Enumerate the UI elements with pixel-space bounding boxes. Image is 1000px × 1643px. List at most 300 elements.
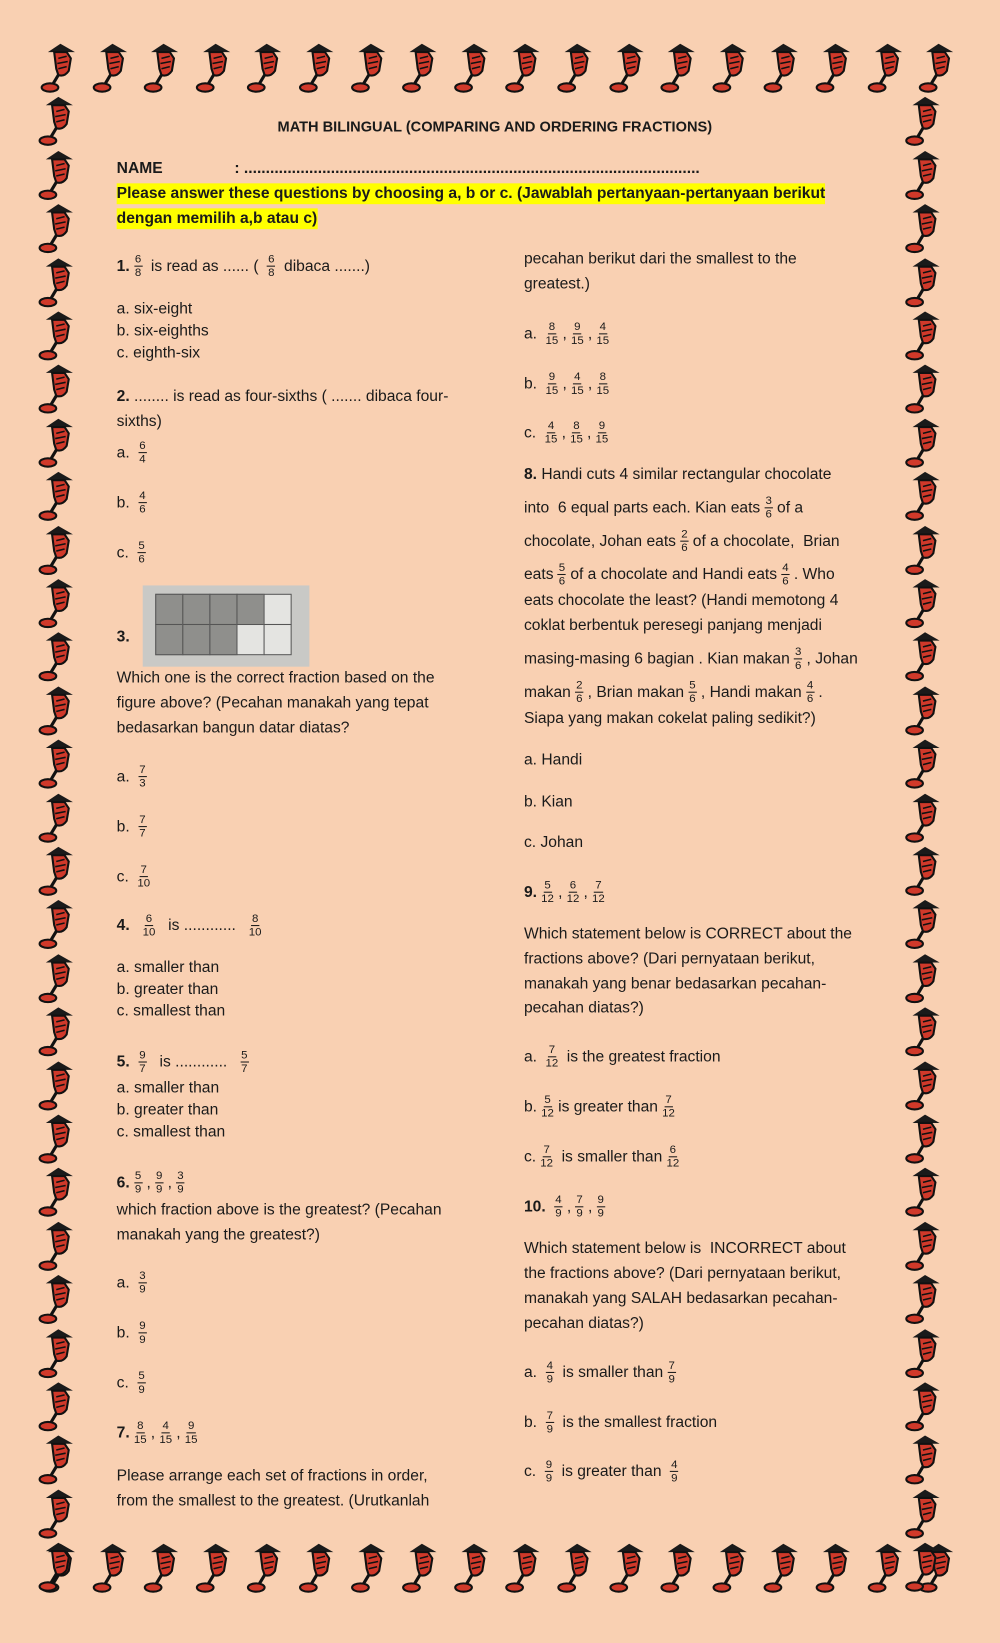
left-line bbox=[117, 386, 449, 407]
fraction-denominator: 9 bbox=[668, 1372, 675, 1386]
text: , bbox=[562, 374, 567, 393]
fraction bbox=[176, 1170, 184, 1196]
cocktail-glass-icon bbox=[904, 1271, 948, 1325]
right-line bbox=[524, 591, 838, 612]
fraction-denominator: 6 bbox=[139, 503, 146, 516]
cocktail-glass-icon bbox=[143, 1540, 187, 1594]
fraction bbox=[546, 1044, 559, 1070]
text: is read as ...... ( bbox=[146, 256, 263, 275]
worksheet-title: MATH BILINGUAL (COMPARING AND ORDERING FRACTIONS) bbox=[277, 117, 713, 135]
fraction-numerator: 5 bbox=[544, 1093, 551, 1107]
text: . bbox=[818, 682, 823, 701]
right-line bbox=[524, 465, 831, 486]
text: is the greatest fraction bbox=[562, 1047, 721, 1066]
text: is greater than bbox=[558, 1097, 658, 1116]
fraction-denominator: 9 bbox=[671, 1471, 678, 1485]
left-line bbox=[117, 1270, 151, 1296]
fraction-denominator: 9 bbox=[139, 1283, 146, 1296]
text: , bbox=[587, 374, 593, 393]
cocktail-glass-icon bbox=[904, 1325, 948, 1379]
left-line bbox=[117, 1170, 189, 1196]
right-line bbox=[524, 528, 840, 554]
text: a. bbox=[116, 443, 135, 461]
fraction-denominator: 15 bbox=[545, 384, 559, 397]
cocktail-glass-icon bbox=[904, 147, 948, 201]
fraction-denominator: 15 bbox=[544, 433, 558, 446]
text: c. eighth-six bbox=[116, 343, 201, 362]
text: a. bbox=[523, 1047, 542, 1066]
fraction bbox=[134, 253, 142, 279]
cocktail-glass-icon bbox=[38, 1432, 82, 1486]
right-line bbox=[524, 949, 815, 970]
fraction-denominator: 10 bbox=[248, 926, 262, 939]
fraction-numerator: 9 bbox=[139, 1319, 146, 1333]
left-line bbox=[117, 540, 150, 566]
text: a. smaller than bbox=[116, 958, 220, 977]
cocktail-glass-icon bbox=[246, 40, 290, 94]
left-line bbox=[117, 913, 266, 939]
right-line bbox=[524, 792, 573, 813]
cocktail-glass-icon bbox=[660, 1540, 704, 1594]
cocktail-glass-icon bbox=[904, 1378, 948, 1432]
left-line bbox=[117, 764, 151, 790]
text: c. Johan bbox=[523, 833, 584, 852]
shaded-cell bbox=[155, 594, 183, 625]
fraction-denominator: 7 bbox=[139, 1062, 146, 1076]
unshaded-cell bbox=[236, 624, 264, 655]
text: Please arrange each set of fractions in order, bbox=[116, 1466, 428, 1485]
cocktail-glass-icon bbox=[453, 40, 497, 94]
text: b. greater than bbox=[116, 1101, 219, 1119]
text bbox=[546, 1196, 550, 1217]
fraction-numerator: 7 bbox=[665, 1093, 672, 1107]
question-number: 9. bbox=[523, 882, 538, 901]
text: a. bbox=[523, 324, 542, 343]
right-line bbox=[524, 1264, 841, 1285]
cocktail-glass-icon bbox=[904, 361, 948, 415]
right-line bbox=[524, 321, 613, 347]
fraction-numerator: 7 bbox=[140, 863, 147, 877]
fraction-denominator: 6 bbox=[765, 508, 772, 521]
text: c. bbox=[116, 1373, 134, 1392]
text: c. bbox=[523, 1462, 541, 1480]
text: greatest.) bbox=[523, 275, 590, 293]
cocktail-glass-icon bbox=[904, 254, 948, 308]
fraction bbox=[545, 420, 558, 446]
cocktail-glass-icon bbox=[904, 575, 948, 629]
left-line bbox=[117, 864, 155, 890]
fraction-denominator: 15 bbox=[596, 334, 610, 347]
fraction bbox=[575, 1194, 583, 1220]
cocktail-glass-icon bbox=[38, 682, 82, 736]
left-line bbox=[117, 1420, 202, 1446]
left-line bbox=[117, 1320, 151, 1346]
fraction bbox=[567, 879, 580, 905]
fraction-numerator: 5 bbox=[689, 679, 696, 692]
fraction-denominator: 3 bbox=[139, 777, 146, 790]
cocktail-glass-icon bbox=[904, 307, 948, 361]
fraction bbox=[794, 646, 802, 672]
cocktail-glass-icon bbox=[38, 147, 82, 201]
text: c. bbox=[116, 867, 134, 885]
cocktail-glass-icon bbox=[608, 40, 652, 94]
right-line bbox=[524, 974, 826, 995]
fraction bbox=[546, 1359, 554, 1385]
cocktail-glass-icon bbox=[904, 629, 948, 683]
text: , Brian makan bbox=[587, 682, 685, 701]
cocktail-glass-icon bbox=[38, 629, 82, 683]
fraction-numerator: 6 bbox=[139, 439, 146, 453]
text: the fractions above? (Dari pernyataan berikut, bbox=[523, 1264, 842, 1283]
left-line bbox=[117, 1225, 320, 1246]
q3-fraction-figure bbox=[143, 585, 310, 666]
text: c. bbox=[523, 1147, 537, 1166]
text: bedasarkan bangun datar diatas? bbox=[116, 718, 350, 737]
left-line bbox=[117, 321, 209, 342]
fraction-numerator: 9 bbox=[187, 1419, 195, 1433]
fraction-denominator: 6 bbox=[689, 692, 696, 706]
left-line bbox=[117, 718, 350, 739]
fraction-numerator: 6 bbox=[268, 253, 275, 266]
fraction-numerator: 4 bbox=[162, 1419, 169, 1433]
fraction-denominator: 10 bbox=[137, 877, 151, 890]
cocktail-glass-icon bbox=[350, 1540, 394, 1594]
text: a. Handi bbox=[523, 751, 583, 769]
cocktail-glass-icon bbox=[904, 1539, 948, 1593]
instructions-line-1: Please answer these questions by choosing a, b or c. (Jawablah pertanyaan-pertanyaan berikut bbox=[117, 183, 826, 204]
cocktail-glass-icon bbox=[904, 1057, 948, 1111]
fraction-numerator: 4 bbox=[555, 1193, 562, 1207]
fraction-numerator: 9 bbox=[548, 370, 556, 384]
cocktail-glass-icon bbox=[904, 789, 948, 843]
right-line bbox=[524, 249, 797, 270]
cocktail-glass-icon bbox=[608, 1540, 652, 1594]
fraction bbox=[670, 1458, 678, 1484]
cocktail-glass-icon bbox=[763, 40, 807, 94]
text: , bbox=[587, 324, 593, 343]
fraction bbox=[143, 913, 156, 939]
cocktail-glass-icon bbox=[904, 1003, 948, 1057]
name-field[interactable]: : ......................................................................................................... bbox=[234, 159, 700, 178]
text: , bbox=[587, 1197, 593, 1216]
text: pecahan berikut dari the smallest to the bbox=[523, 250, 797, 268]
fraction bbox=[267, 253, 275, 279]
left-line bbox=[117, 299, 193, 320]
fraction bbox=[138, 440, 146, 466]
right-line bbox=[524, 1094, 679, 1120]
fraction-denominator: 4 bbox=[139, 453, 146, 466]
fraction-denominator: 15 bbox=[596, 384, 610, 397]
cocktail-glass-icon bbox=[38, 1218, 82, 1272]
right-line bbox=[524, 274, 590, 295]
text: , bbox=[583, 882, 588, 901]
left-line bbox=[117, 1370, 150, 1396]
fraction bbox=[597, 1194, 605, 1220]
left-line bbox=[117, 814, 151, 840]
right-line bbox=[524, 924, 852, 945]
cocktail-glass-icon bbox=[38, 896, 82, 950]
fraction bbox=[596, 371, 609, 397]
fraction-denominator: 6 bbox=[558, 575, 566, 588]
cocktail-glass-icon bbox=[866, 40, 910, 94]
fraction-numerator: 9 bbox=[598, 419, 606, 433]
cocktail-glass-icon bbox=[904, 950, 948, 1004]
question-number: 6. bbox=[116, 1173, 130, 1192]
fraction bbox=[545, 1458, 553, 1484]
fraction-denominator: 6 bbox=[782, 575, 789, 588]
question-number: 4. bbox=[116, 916, 130, 934]
fraction-denominator: 12 bbox=[545, 1057, 559, 1070]
text: , Handi makan bbox=[700, 682, 802, 701]
fraction bbox=[138, 1320, 146, 1346]
cocktail-glass-icon bbox=[815, 1540, 859, 1594]
fraction-denominator: 6 bbox=[794, 659, 802, 672]
fraction-numerator: 4 bbox=[574, 370, 581, 384]
text: pecahan diatas?) bbox=[523, 1314, 644, 1333]
text: a. bbox=[116, 767, 135, 785]
left-line bbox=[117, 1466, 428, 1487]
cocktail-glass-icon bbox=[904, 736, 948, 790]
fraction-numerator: 5 bbox=[241, 1048, 248, 1062]
left-line bbox=[117, 1200, 442, 1221]
left-line bbox=[117, 1122, 226, 1143]
fraction-numerator: 3 bbox=[794, 645, 802, 659]
right-line bbox=[524, 1044, 721, 1070]
cocktail-glass-icon bbox=[904, 468, 948, 522]
cocktail-glass-icon bbox=[38, 414, 82, 468]
cocktail-glass-icon bbox=[40, 40, 84, 94]
text: pecahan diatas?) bbox=[523, 998, 644, 1017]
text: b. bbox=[116, 493, 135, 511]
fraction-denominator: 9 bbox=[156, 1183, 163, 1196]
text: coklat berbentuk peresegi panjang menjadi bbox=[523, 616, 822, 635]
fraction bbox=[138, 1049, 146, 1075]
cocktail-glass-icon bbox=[38, 736, 82, 790]
cocktail-glass-icon bbox=[38, 1378, 82, 1432]
fraction bbox=[546, 321, 559, 347]
cocktail-glass-icon bbox=[904, 200, 948, 254]
left-line bbox=[117, 1100, 219, 1121]
fraction-denominator: 6 bbox=[138, 553, 145, 566]
cocktail-glass-icon bbox=[38, 950, 82, 1004]
cocktail-glass-icon bbox=[505, 40, 549, 94]
name-label: NAME bbox=[116, 159, 163, 178]
fraction bbox=[138, 490, 146, 516]
fraction-denominator: 12 bbox=[662, 1107, 675, 1120]
fraction-numerator: 3 bbox=[765, 494, 772, 508]
question-number: 7. bbox=[116, 1423, 130, 1442]
left-line bbox=[117, 1491, 430, 1512]
fraction bbox=[137, 540, 145, 566]
left-line bbox=[117, 627, 130, 648]
text: eats bbox=[523, 565, 554, 583]
fraction bbox=[666, 1144, 679, 1170]
fraction-denominator: 9 bbox=[177, 1183, 184, 1196]
cocktail-glass-icon bbox=[298, 40, 342, 94]
fraction-denominator: 9 bbox=[597, 1207, 604, 1220]
fraction-numerator: 7 bbox=[546, 1409, 553, 1422]
fraction-numerator: 4 bbox=[782, 561, 789, 574]
fraction-denominator: 9 bbox=[546, 1372, 553, 1386]
fraction bbox=[596, 420, 609, 446]
text: manakah yang the greatest?) bbox=[116, 1226, 320, 1244]
fraction-numerator: 9 bbox=[597, 1193, 604, 1207]
fraction bbox=[781, 561, 789, 587]
cocktail-glass-icon bbox=[38, 361, 82, 415]
left-line bbox=[117, 1001, 226, 1022]
text: b. bbox=[523, 374, 542, 393]
fraction-denominator: 12 bbox=[540, 1157, 554, 1170]
fraction bbox=[546, 1409, 554, 1435]
fraction bbox=[575, 679, 583, 705]
text: of a chocolate, Brian bbox=[692, 531, 840, 550]
instructions-line-2: dengan memilih a,b atau c) bbox=[117, 208, 318, 229]
cocktail-glass-icon bbox=[195, 40, 239, 94]
text: dibaca .......) bbox=[279, 256, 370, 275]
text: , bbox=[146, 1173, 151, 1192]
fraction-numerator: 8 bbox=[137, 1419, 144, 1433]
fraction-denominator: 9 bbox=[545, 1471, 553, 1485]
fraction-denominator: 12 bbox=[541, 1107, 554, 1120]
cocktail-glass-icon bbox=[38, 789, 82, 843]
fraction-numerator: 7 bbox=[595, 879, 602, 892]
cocktail-glass-icon bbox=[38, 254, 82, 308]
fraction-numerator: 2 bbox=[576, 679, 583, 692]
left-line bbox=[117, 693, 429, 714]
text: figure above? (Pecahan manakah yang tepat bbox=[116, 693, 429, 712]
right-line bbox=[524, 1409, 717, 1435]
unshaded-cell bbox=[264, 594, 292, 625]
cocktail-glass-icon bbox=[38, 468, 82, 522]
text: , bbox=[167, 1173, 172, 1192]
left-line bbox=[117, 668, 435, 689]
text: c. bbox=[523, 423, 541, 442]
cocktail-glass-icon bbox=[38, 1110, 82, 1164]
cocktail-glass-icon bbox=[904, 521, 948, 575]
fraction-numerator: 6 bbox=[569, 879, 577, 892]
text: b. six-eighths bbox=[116, 321, 209, 340]
cocktail-glass-icon bbox=[918, 40, 962, 94]
fraction-numerator: 4 bbox=[139, 489, 146, 503]
text: ........ is read as four-sixths ( ....... dibaca four- bbox=[129, 387, 449, 406]
fraction bbox=[688, 679, 696, 705]
fraction-numerator: 6 bbox=[669, 1143, 677, 1157]
text: a. bbox=[116, 1273, 135, 1292]
cocktail-glass-icon bbox=[350, 40, 394, 94]
fraction bbox=[764, 495, 772, 521]
question-number: 2. bbox=[116, 387, 130, 406]
left-line bbox=[117, 490, 151, 516]
left-line bbox=[117, 411, 162, 432]
fraction-denominator: 15 bbox=[570, 334, 584, 347]
right-line bbox=[524, 495, 803, 521]
cocktail-glass-icon bbox=[38, 1057, 82, 1111]
cocktail-glass-icon bbox=[904, 896, 948, 950]
fraction bbox=[662, 1094, 675, 1120]
text: a. bbox=[523, 1363, 542, 1381]
text bbox=[130, 915, 139, 936]
fraction bbox=[134, 1170, 142, 1196]
text: c. smallest than bbox=[116, 1002, 226, 1020]
fraction bbox=[540, 1144, 553, 1170]
right-line bbox=[524, 1314, 644, 1335]
right-line bbox=[524, 616, 822, 637]
cocktail-glass-icon bbox=[38, 575, 82, 629]
text: b. bbox=[116, 1323, 135, 1342]
fraction-numerator: 5 bbox=[138, 1369, 145, 1383]
text: , bbox=[558, 882, 563, 901]
right-line bbox=[524, 646, 858, 672]
fraction bbox=[138, 1270, 146, 1296]
fraction-numerator: 8 bbox=[251, 912, 259, 926]
fraction-denominator: 12 bbox=[666, 1157, 680, 1170]
text: c. bbox=[116, 543, 134, 561]
text: sixths) bbox=[116, 412, 162, 431]
text: a. six-eight bbox=[116, 300, 193, 318]
right-line bbox=[524, 708, 816, 729]
text: is smaller than bbox=[558, 1363, 664, 1381]
cocktail-glass-icon bbox=[904, 682, 948, 736]
fraction-numerator: 7 bbox=[139, 813, 146, 827]
fraction-denominator: 7 bbox=[241, 1062, 248, 1076]
fraction-numerator: 9 bbox=[139, 1048, 146, 1062]
question-number: 10. bbox=[523, 1197, 546, 1216]
fraction-denominator: 12 bbox=[566, 892, 580, 906]
fraction-numerator: 7 bbox=[668, 1359, 675, 1372]
text: , bbox=[176, 1423, 181, 1442]
fraction-numerator: 4 bbox=[546, 1359, 553, 1372]
fraction-numerator: 5 bbox=[138, 539, 145, 553]
cocktail-glass-icon bbox=[91, 1540, 135, 1594]
text: eats chocolate the least? (Handi memotong 4 bbox=[523, 591, 839, 610]
right-line bbox=[524, 1194, 609, 1220]
cocktail-glass-icon bbox=[711, 1540, 755, 1594]
cocktail-glass-icon bbox=[660, 40, 704, 94]
cocktail-glass-icon bbox=[38, 200, 82, 254]
text: , bbox=[561, 423, 566, 442]
fraction-denominator: 15 bbox=[570, 384, 584, 397]
fraction bbox=[249, 913, 262, 939]
fraction-numerator: 7 bbox=[576, 1193, 583, 1207]
fraction-denominator: 12 bbox=[592, 892, 605, 906]
fraction-denominator: 8 bbox=[268, 266, 275, 280]
fraction bbox=[571, 321, 584, 347]
fraction-numerator: 9 bbox=[156, 1169, 163, 1183]
text: is ............ bbox=[150, 1052, 236, 1071]
left-line bbox=[117, 979, 219, 1000]
fraction-denominator: 6 bbox=[806, 692, 814, 706]
right-line bbox=[524, 1458, 683, 1484]
fraction bbox=[137, 864, 150, 890]
text: from the smallest to the greatest. (Urutkanlah bbox=[116, 1491, 430, 1510]
fraction-denominator: 15 bbox=[159, 1433, 173, 1446]
fraction-denominator: 7 bbox=[139, 827, 146, 840]
shaded-cell bbox=[155, 624, 183, 655]
right-line bbox=[524, 1359, 680, 1385]
fraction-denominator: 15 bbox=[133, 1433, 147, 1446]
right-line bbox=[524, 420, 612, 446]
fraction-numerator: 4 bbox=[599, 320, 606, 334]
right-line bbox=[524, 679, 823, 705]
cocktail-glass-icon bbox=[38, 1003, 82, 1057]
cocktail-glass-icon bbox=[815, 40, 859, 94]
cocktail-glass-icon bbox=[904, 1432, 948, 1486]
cocktail-glass-icon bbox=[143, 40, 187, 94]
cocktail-glass-icon bbox=[453, 1540, 497, 1594]
fraction-denominator: 15 bbox=[595, 433, 609, 446]
text: Which one is the correct fraction based on the bbox=[116, 668, 435, 687]
fraction-denominator: 15 bbox=[570, 433, 583, 446]
